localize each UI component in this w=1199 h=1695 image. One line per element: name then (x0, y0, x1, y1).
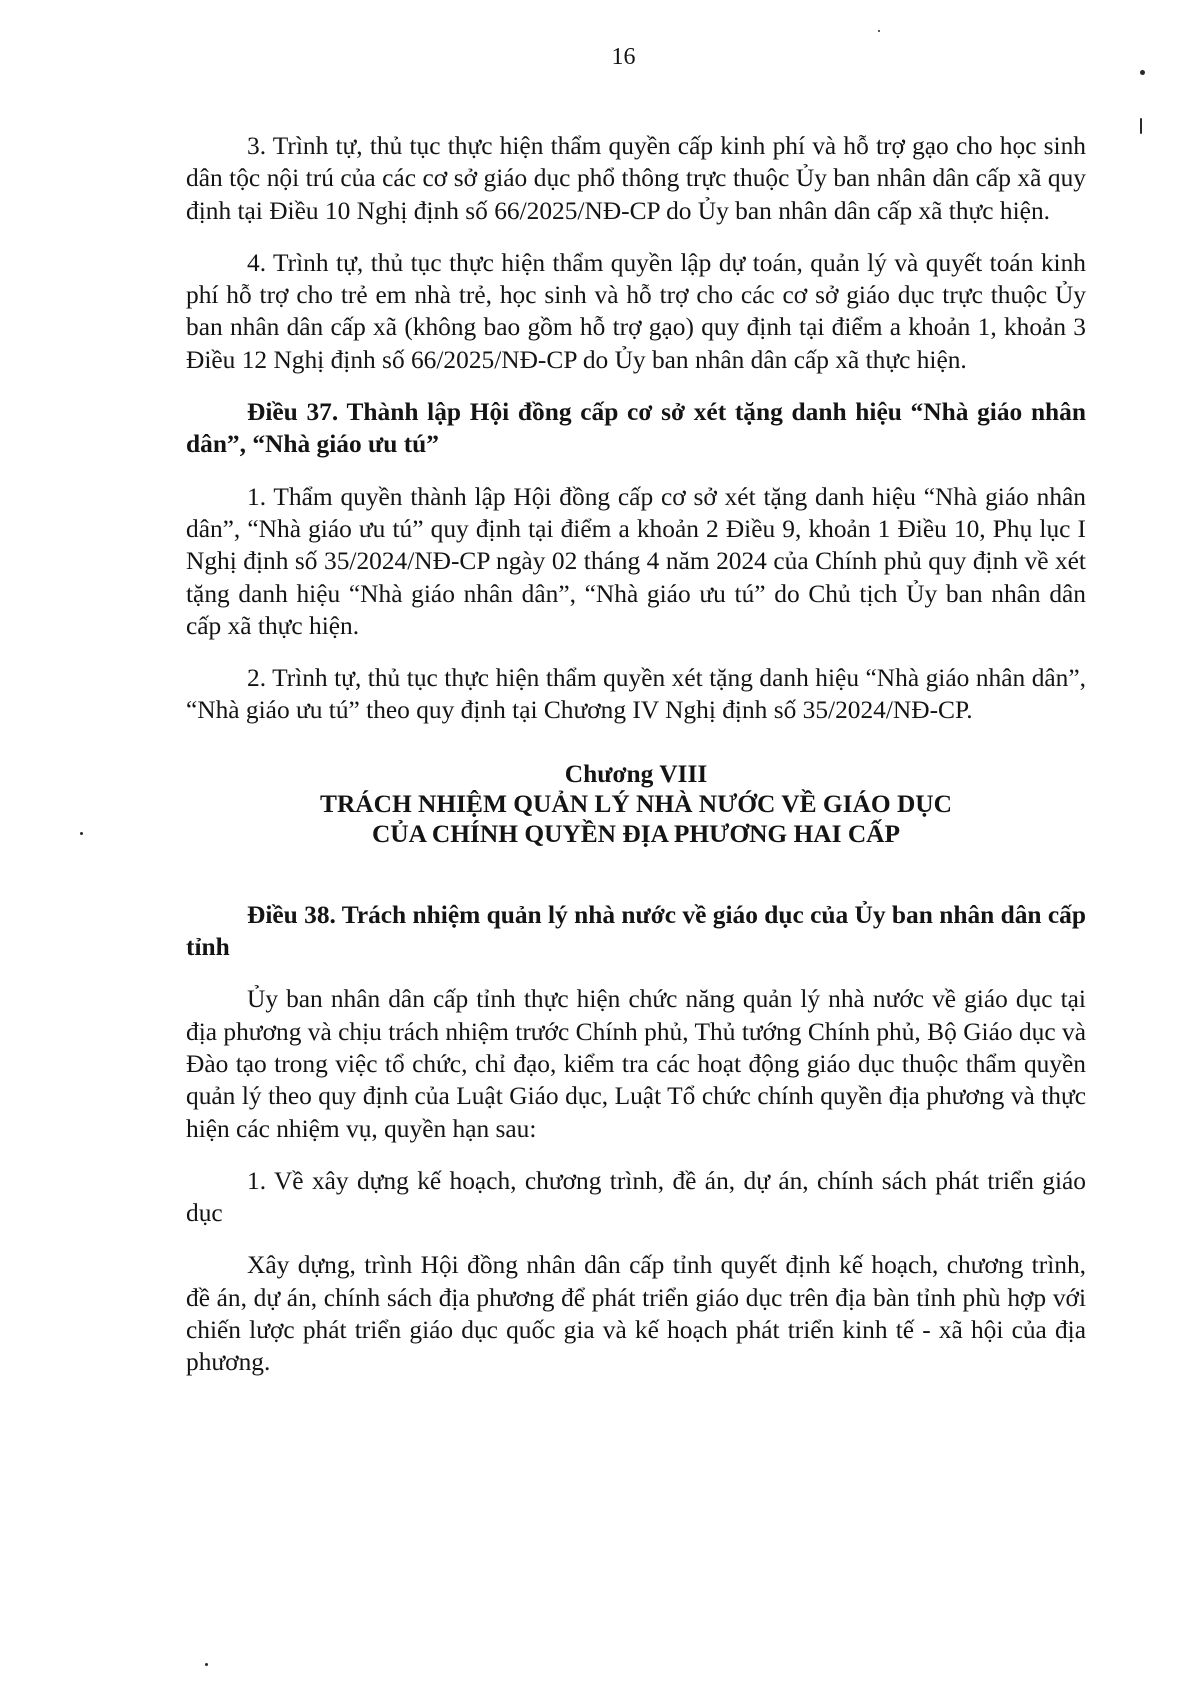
chapter-title-line-1: TRÁCH NHIỆM QUẢN LÝ NHÀ NƯỚC VỀ GIÁO DỤC (320, 789, 952, 818)
article-38-item-1: 1. Về xây dựng kế hoạch, chương trình, đề án, dự án, chính sách phát triển giáo dục (186, 1166, 1086, 1228)
article-38-intro: Ủy ban nhân dân cấp tỉnh thực hiện chức năng quản lý nhà nước về giáo dục tại địa phương và chịu trách nhiệm trước Chính phủ, Thủ tướng Chính phủ, Bộ Giáo dục và Đào tạo trong việc tổ chức, chỉ đạo, kiểm tra các hoạt động giáo dục thuộc thẩm quyền quản lý theo quy định của Luật Giáo dục, Luật Tổ chức chính quyền địa phương và thực hiện các nhiệm vụ, quyền hạn sau: (186, 985, 1086, 1143)
scan-speck (1140, 118, 1142, 134)
article-38-item-1-body: Xây dựng, trình Hội đồng nhân dân cấp tỉnh quyết định kế hoạch, chương trình, đề án, dự án, chính sách địa phương để phát triển giáo dục trên địa bàn tỉnh phù hợp với chiến lược phát triển giáo dục quốc gia và kế hoạch phát triển kinh tế - xã hội của địa phương. (186, 1251, 1086, 1377)
chapter-label: Chương VIII (564, 759, 708, 788)
article-37-title: Điều 37. Thành lập Hội đồng cấp cơ sở xét tặng danh hiệu “Nhà giáo nhân dân”, “Nhà giáo ưu tú” (186, 398, 1086, 459)
page-number: 16 (611, 44, 636, 70)
chapter-heading (186, 759, 1086, 849)
scan-speck (80, 832, 83, 835)
paragraph-3: 3. Trình tự, thủ tục thực hiện thẩm quyền cấp kinh phí và hỗ trợ gạo cho học sinh dân tộc nội trú của các cơ sở giáo dục phổ thông trực thuộc Ủy ban nhân dân cấp xã quy định tại Điều 10 Nghị định số 66/2025/NĐ-CP do Ủy ban nhân dân cấp xã thực hiện. (186, 132, 1086, 225)
article-37-item-2: 2. Trình tự, thủ tục thực hiện thẩm quyền xét tặng danh hiệu “Nhà giáo nhân dân”, “Nhà giáo ưu tú” theo quy định tại Chương IV Nghị định số 35/2024/NĐ-CP. (186, 664, 1086, 725)
scan-speck (1140, 70, 1145, 75)
article-38-title: Điều 38. Trách nhiệm quản lý nhà nước về giáo dục của Ủy ban nhân dân cấp tỉnh (186, 900, 1086, 962)
chapter-heading-text (186, 759, 1086, 849)
document-body (186, 130, 1086, 1399)
article-37-item-1: 1. Thẩm quyền thành lập Hội đồng cấp cơ sở xét tặng danh hiệu “Nhà giáo nhân dân”, “Nhà giáo ưu tú” quy định tại điểm a khoản 2 Điều 9, khoản 1 Điều 10, Phụ lục I Nghị định số 35/2024/NĐ-CP ngày 02 tháng 4 năm 2024 của Chính phủ quy định về xét tặng danh hiệu “Nhà giáo nhân dân”, “Nhà giáo ưu tú” do Chủ tịch Ủy ban nhân dân cấp xã thực hiện. (186, 482, 1086, 640)
chapter-title-line-2: CỦA CHÍNH QUYỀN ĐỊA PHƯƠNG HAI CẤP (371, 819, 901, 848)
scan-speck (878, 30, 880, 32)
paragraph-4: 4. Trình tự, thủ tục thực hiện thẩm quyền lập dự toán, quản lý và quyết toán kinh phí hỗ trợ cho trẻ em nhà trẻ, học sinh và hỗ trợ cho các cơ sở giáo dục trực thuộc Ủy ban nhân dân cấp xã (không bao gồm hỗ trợ gạo) quy định tại điểm a khoản 1, khoản 3 Điều 12 Nghị định số 66/2025/NĐ-CP do Ủy ban nhân dân cấp xã thực hiện. (186, 248, 1086, 374)
scan-speck (205, 1663, 208, 1666)
